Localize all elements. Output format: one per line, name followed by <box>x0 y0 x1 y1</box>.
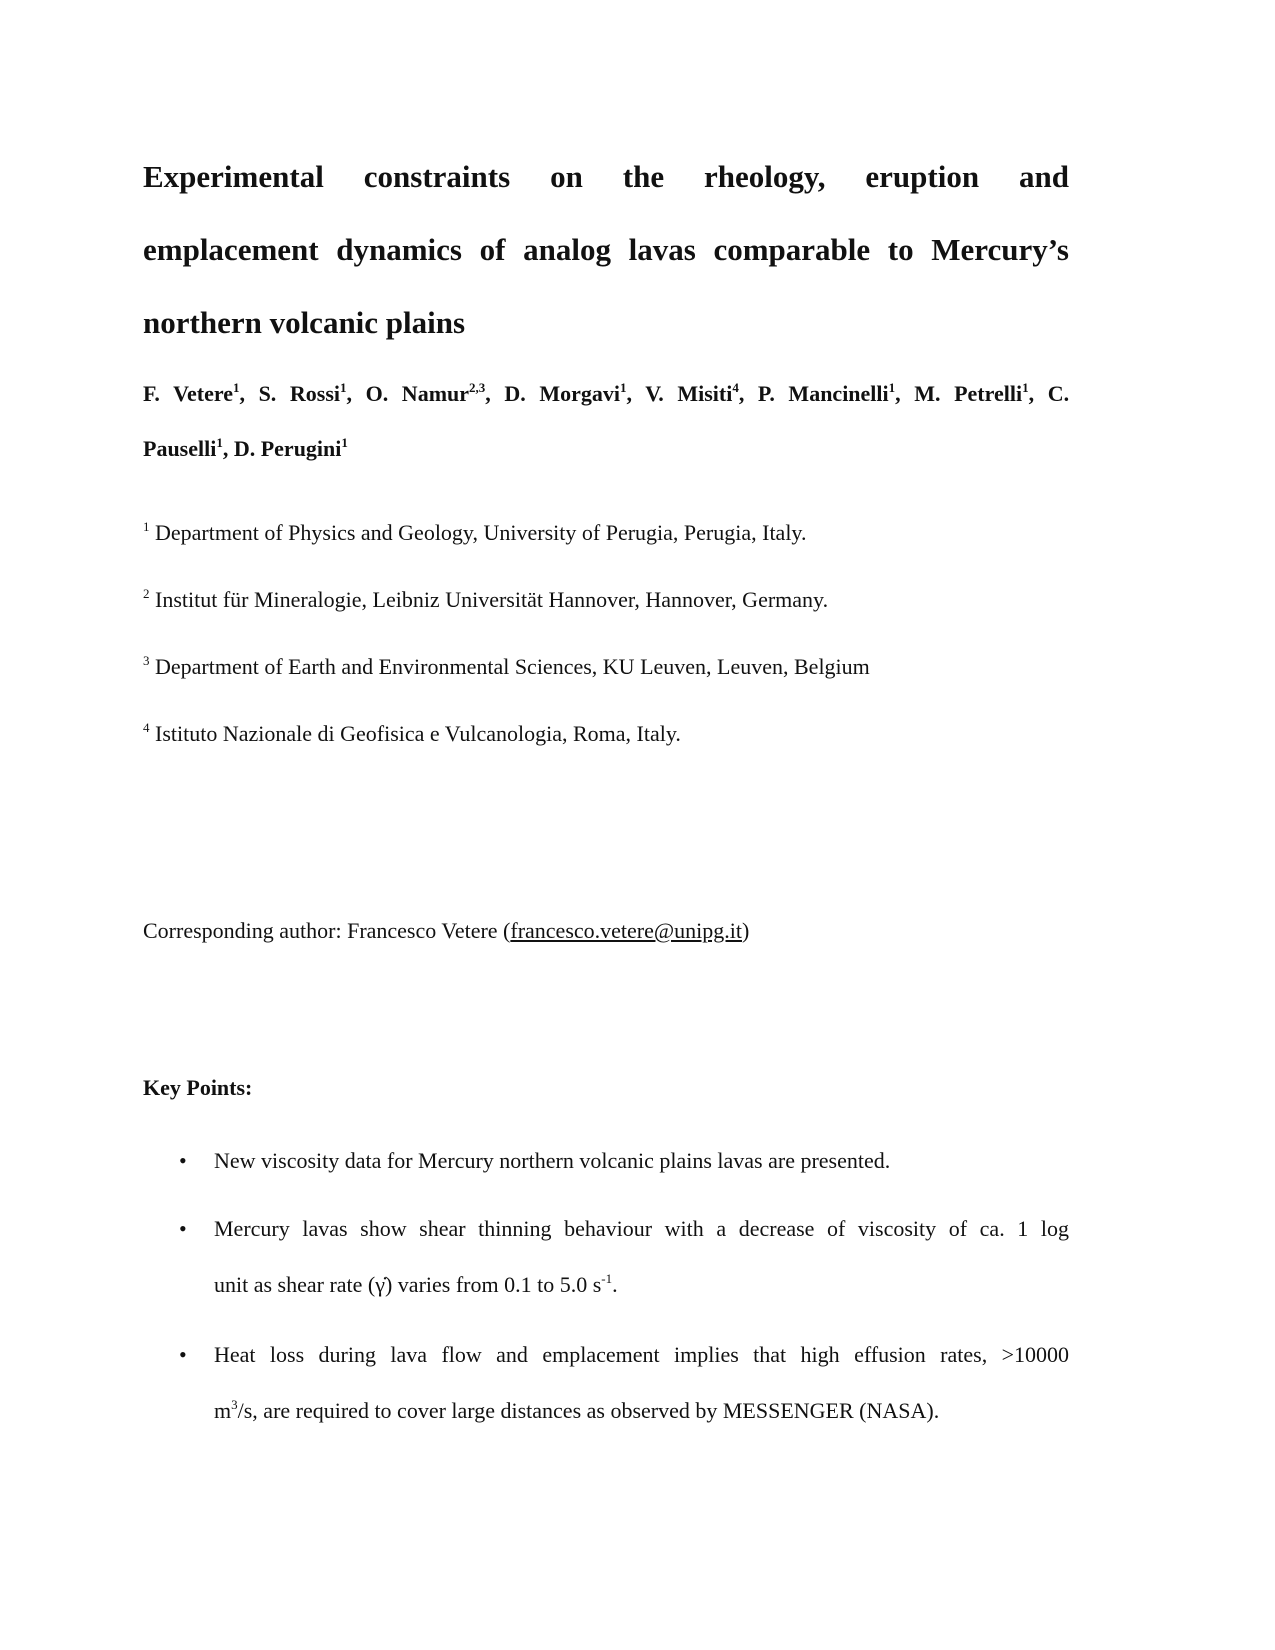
key-point <box>143 1327 1069 1439</box>
corresponding-author <box>143 918 1069 944</box>
key-point <box>143 1201 1069 1313</box>
affiliation-text: Department of Physics and Geology, University of Perugia, Perugia, Italy. <box>155 520 807 545</box>
author-name: F. Vetere <box>143 381 233 406</box>
author-name: M. Petrelli <box>914 381 1023 406</box>
bullet-icon: • <box>179 1216 187 1241</box>
affiliation-marker: 1 <box>340 380 347 395</box>
affiliation <box>143 518 1069 548</box>
affiliation-marker: 4 <box>732 380 739 395</box>
key-point <box>143 1133 1069 1189</box>
author <box>645 381 739 406</box>
author-name: O. Namur <box>365 381 470 406</box>
affiliation-text: Istituto Nazionale di Geofisica e Vulcanologia, Roma, Italy. <box>155 721 681 746</box>
key-point-line: unit as shear rate (γ̇) varies from 0.1 to 5.0 $s^{-1}$. <box>214 1271 618 1297</box>
affiliation-number: 1 <box>143 519 150 534</box>
key-point-text <box>214 1201 1069 1313</box>
author <box>143 381 239 406</box>
affiliation-number: 2 <box>143 586 150 601</box>
superscript: 3 <box>231 1397 238 1412</box>
title-line: northern volcanic plains <box>143 305 466 340</box>
bullet-icon: • <box>179 1148 187 1173</box>
bullet-icon: • <box>179 1342 187 1367</box>
author <box>366 381 486 406</box>
key-point-line: Mercury lavas show shear thinning behaviour with a decrease of viscosity of ca. 1 log <box>214 1216 1069 1241</box>
affiliation-marker: 1 <box>341 435 348 450</box>
author-name: D. Perugini <box>233 436 342 461</box>
title-line: Experimental constraints on the rheology, eruption and <box>143 159 1069 194</box>
author-list <box>143 366 1069 476</box>
author <box>234 436 348 461</box>
author <box>143 436 223 461</box>
author <box>758 381 895 406</box>
affiliation <box>143 585 1069 615</box>
affiliation-marker: 1 <box>1022 380 1029 395</box>
author-name: S. Rossi <box>258 381 341 406</box>
author-name: V. Misiti <box>645 381 733 406</box>
affiliation-marker: 1 <box>232 380 240 395</box>
corresponding-label: Corresponding author: Francesco Vetere ( <box>143 918 511 943</box>
author-name: P. Mancinelli <box>757 381 889 406</box>
title-line: emplacement dynamics of analog lavas comparable to Mercury’s <box>143 232 1069 267</box>
affiliation-marker: 1 <box>216 435 223 450</box>
affiliation-number: 4 <box>143 720 150 735</box>
author-line: F. Vetere$^1$, S. Rossi$^1$, O. Namur$^{2,3}$, D. Morgavi$^1$, V. Misiti$^4$, P. Mancinelli$^1$, M. Petrelli$^1$, C. <box>143 380 1070 406</box>
affiliation-marker: 1 <box>888 380 896 395</box>
affiliation-number: 3 <box>143 653 150 668</box>
author <box>914 381 1028 406</box>
key-point-text <box>214 1327 1069 1439</box>
key-point-text <box>214 1133 1069 1189</box>
author <box>259 381 347 406</box>
key-points-heading: Key Points: <box>143 1075 253 1100</box>
key-point-line: $m^3/s$, are required to cover large distances as observed by MESSENGER (NASA). <box>214 1397 940 1423</box>
superscript: -1 <box>601 1271 613 1286</box>
paren: ) <box>741 918 750 943</box>
key-point-line: Heat loss during lava flow and emplacement implies that high effusion rates, >10000 <box>214 1342 1069 1367</box>
author-name: D. Morgavi <box>504 381 620 406</box>
author-name: C. <box>1047 381 1070 406</box>
affiliation-text: Institut für Mineralogie, Leibniz Universität Hannover, Hannover, Germany. <box>155 587 829 612</box>
affiliation <box>143 719 1069 749</box>
email-link[interactable]: francesco.vetere@unipg.it <box>510 918 742 943</box>
author-name: Pauselli <box>143 436 217 461</box>
affiliation-marker: 2,3 <box>469 380 486 395</box>
affiliation-marker: 1 <box>620 380 627 395</box>
key-point-line: New viscosity data for Mercury northern volcanic plains lavas are presented. <box>214 1148 891 1173</box>
author-line: Pauselli$^1$, D. Perugini$^1$ <box>143 435 348 461</box>
paper-title <box>143 140 1069 359</box>
author <box>504 381 626 406</box>
author <box>1048 381 1069 406</box>
affiliation <box>143 652 1069 682</box>
affiliation-text: Department of Earth and Environmental Sciences, KU Leuven, Leuven, Belgium <box>155 654 870 679</box>
